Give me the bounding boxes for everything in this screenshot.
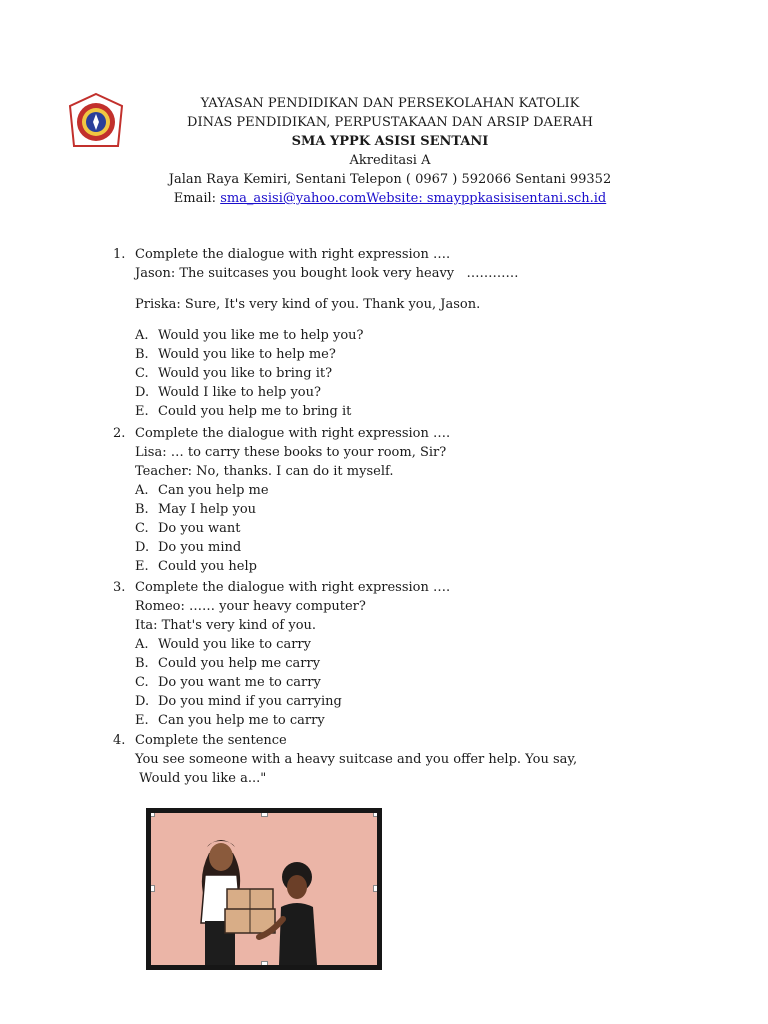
resize-handle-icon[interactable] <box>151 813 155 817</box>
dialogue-line: Ita: That's very kind of you. <box>135 618 317 633</box>
question-prompt: Complete the dialogue with right expression …. <box>135 247 451 262</box>
question-number: 4. <box>113 733 126 748</box>
accreditation: Akreditasi A <box>349 153 431 168</box>
resize-handle-icon[interactable] <box>151 885 155 892</box>
question-3 <box>113 578 673 730</box>
dialogue-line: Priska: Sure, It's very kind of you. Thank you, Jason. <box>135 297 481 312</box>
email-label: Email: <box>173 191 221 206</box>
question-prompt: Complete the dialogue with right expression …. <box>135 580 451 595</box>
question-text: Would you like a..." <box>135 771 267 786</box>
foundation-name: YAYASAN PENDIDIKAN DAN PERSEKOLAHAN KATOLIK <box>200 96 580 111</box>
contact-line <box>140 189 640 208</box>
question-number: 1. <box>113 247 126 262</box>
school-name: SMA YPPK ASISI SENTANI <box>291 134 489 149</box>
school-logo <box>68 92 124 152</box>
dialogue-line: Teacher: No, thanks. I can do it myself. <box>135 464 394 479</box>
answer-option[interactable]: D. Would I like to help you? <box>135 385 321 400</box>
answer-option[interactable]: D. Do you mind <box>135 540 242 555</box>
department-name: DINAS PENDIDIKAN, PERPUSTAKAAN DAN ARSIP DAERAH <box>187 115 593 130</box>
letterhead <box>140 94 640 208</box>
illustration-frame[interactable] <box>146 808 382 970</box>
resize-handle-icon[interactable] <box>261 813 268 817</box>
people-carrying-boxes-image <box>151 813 377 965</box>
answer-option[interactable]: A. Would you like me to help you? <box>135 328 364 343</box>
answer-option[interactable]: B. Would you like to help me? <box>135 347 336 362</box>
question-prompt: Complete the sentence <box>135 733 287 748</box>
answer-option[interactable]: C. Would you like to bring it? <box>135 366 333 381</box>
question-2 <box>113 424 673 576</box>
resize-handle-icon[interactable] <box>373 813 377 817</box>
answer-option[interactable]: C. Do you want <box>135 521 241 536</box>
answer-option[interactable]: E. Could you help me to bring it <box>135 404 352 419</box>
answer-option[interactable]: A. Would you like to carry <box>135 637 311 652</box>
resize-handle-icon[interactable] <box>261 961 268 965</box>
dialogue-line: Lisa: … to carry these books to your room, Sir? <box>135 445 447 460</box>
email-website-link[interactable]: sma_asisi@yahoo.comWebsite: smayppkasisisentani.sch.id <box>220 191 607 206</box>
answer-option[interactable]: B. Could you help me carry <box>135 656 321 671</box>
question-text: You see someone with a heavy suitcase and you offer help. You say, <box>135 752 578 767</box>
answer-option[interactable]: B. May I help you <box>135 502 257 517</box>
question-number: 2. <box>113 426 126 441</box>
answer-option[interactable]: E. Could you help <box>135 559 257 574</box>
question-prompt: Complete the dialogue with right expression …. <box>135 426 451 441</box>
question-4 <box>113 731 673 788</box>
dialogue-line: Romeo: …… your heavy computer? <box>135 599 366 614</box>
dialogue-line: Jason: The suitcases you bought look very heavy ………… <box>135 266 519 281</box>
address: Jalan Raya Kemiri, Sentani Telepon ( 0967 ) 592066 Sentani 99352 <box>168 172 612 187</box>
resize-handle-icon[interactable] <box>373 885 377 892</box>
answer-option[interactable]: A. Can you help me <box>135 483 269 498</box>
question-number: 3. <box>113 580 126 595</box>
helping-illustration <box>151 813 377 965</box>
answer-option[interactable]: D. Do you mind if you carrying <box>135 694 342 709</box>
answer-option[interactable]: C. Do you want me to carry <box>135 675 321 690</box>
question-1 <box>113 245 673 421</box>
answer-option[interactable]: E. Can you help me to carry <box>135 713 325 728</box>
